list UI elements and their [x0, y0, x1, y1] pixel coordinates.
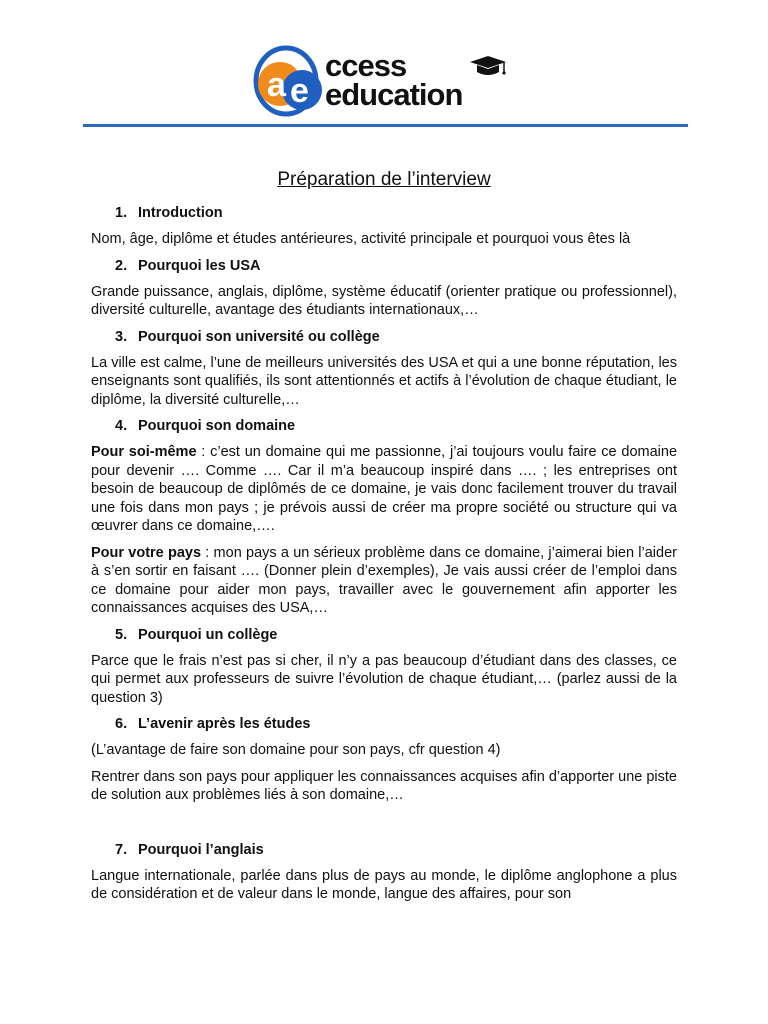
document-body [91, 166, 677, 912]
logo-letter-a: a [267, 66, 286, 104]
section-text-english: Langue internationale, parlée dans plus de pays au monde, le diplôme anglophone a plus de considération et de valeur dans le monde, langue des affaires, pour son [91, 867, 677, 902]
paragraph-lead: Pour votre pays [91, 544, 202, 561]
section-heading-future: 6. L’avenir après les études [115, 716, 311, 732]
section-text-future-2: Rentrer dans son pays pour appliquer les connaissances acquises afin d’apporter une piste de solution aux problèmes liés à son domaine,… [91, 768, 677, 803]
logo-text-line1: ccess [325, 48, 407, 83]
spacer [91, 813, 677, 833]
section-heading-college: 5. Pourquoi un collège [115, 626, 278, 643]
section-text-domain-country: Pour votre pays : mon pays a un sérieux problème dans ce domaine, j’aimerai bien l’aider à s’en sortir en faisant …. (Donner plein d’exemples), Je vais aussi créer de l’emploi dans ce domaine pour aider mon pays, travailler avec le gouvernement afin apporter les connaissances acquises des USA,… [91, 544, 677, 616]
paragraph-lead: Pour soi-même [91, 444, 197, 460]
section-heading-university: 3. Pourquoi son université ou collège [115, 328, 380, 345]
access-education-logo-mark [250, 44, 330, 118]
logo-letter-e: e [290, 72, 309, 110]
section-text-usa: Grande puissance, anglais, diplôme, système éducatif (orienter pratique ou professionnel), diversité culturelle, avantage des étudiants internationaux,… [91, 283, 677, 318]
page-title: Préparation de l’interview [277, 169, 491, 190]
section-text-college: Parce que le frais n’est pas si cher, il n’y a pas beaucoup d’étudiant dans des classes, ce qui permet aux professeurs de suivre l’évolution de chaque étudiant,… (parlez aussi de la question 3) [91, 652, 677, 706]
section-text-university: La ville est calme, l’une de meilleurs universités des USA et qui a une bonne réputation, les enseignants sont qualifiés, ils sont attentionnés et actifs à l’évolution de chaque étudiant, le diplôme, la diversité culturelle,… [91, 354, 677, 408]
logo-text-line2: education [325, 77, 463, 112]
graduation-cap-icon [468, 55, 508, 79]
section-text-domain-self: Pour soi-même : c’est un domaine qui me passionne, j’ai toujours voulu faire ce domaine pour devenir …. Comme …. Car il m’a beaucoup inspiré dans …. ; les entreprises ont besoin de beaucoup de diplômés de ce domaine, je vais donc facilement trouver du travail une fois dans mon pays ; je prévois aussi de créer ma propre société ou structure qui va œuvrer dans ce domaine,…. [91, 444, 678, 534]
section-heading-english: 7. Pourquoi l’anglais [115, 841, 264, 858]
section-heading-usa: 2. Pourquoi les USA [115, 257, 261, 274]
header-divider [83, 124, 688, 127]
section-text-introduction: Nom, âge, diplôme et études antérieures, activité principale et pourquoi vous êtes là [91, 231, 631, 247]
logo [0, 0, 768, 125]
section-heading-domain: 4. Pourquoi son domaine [115, 418, 296, 434]
section-text-future-1: (L’avantage de faire son domaine pour son pays, cfr question 4) [91, 742, 501, 758]
section-heading-introduction: 1. Introduction [115, 205, 223, 221]
